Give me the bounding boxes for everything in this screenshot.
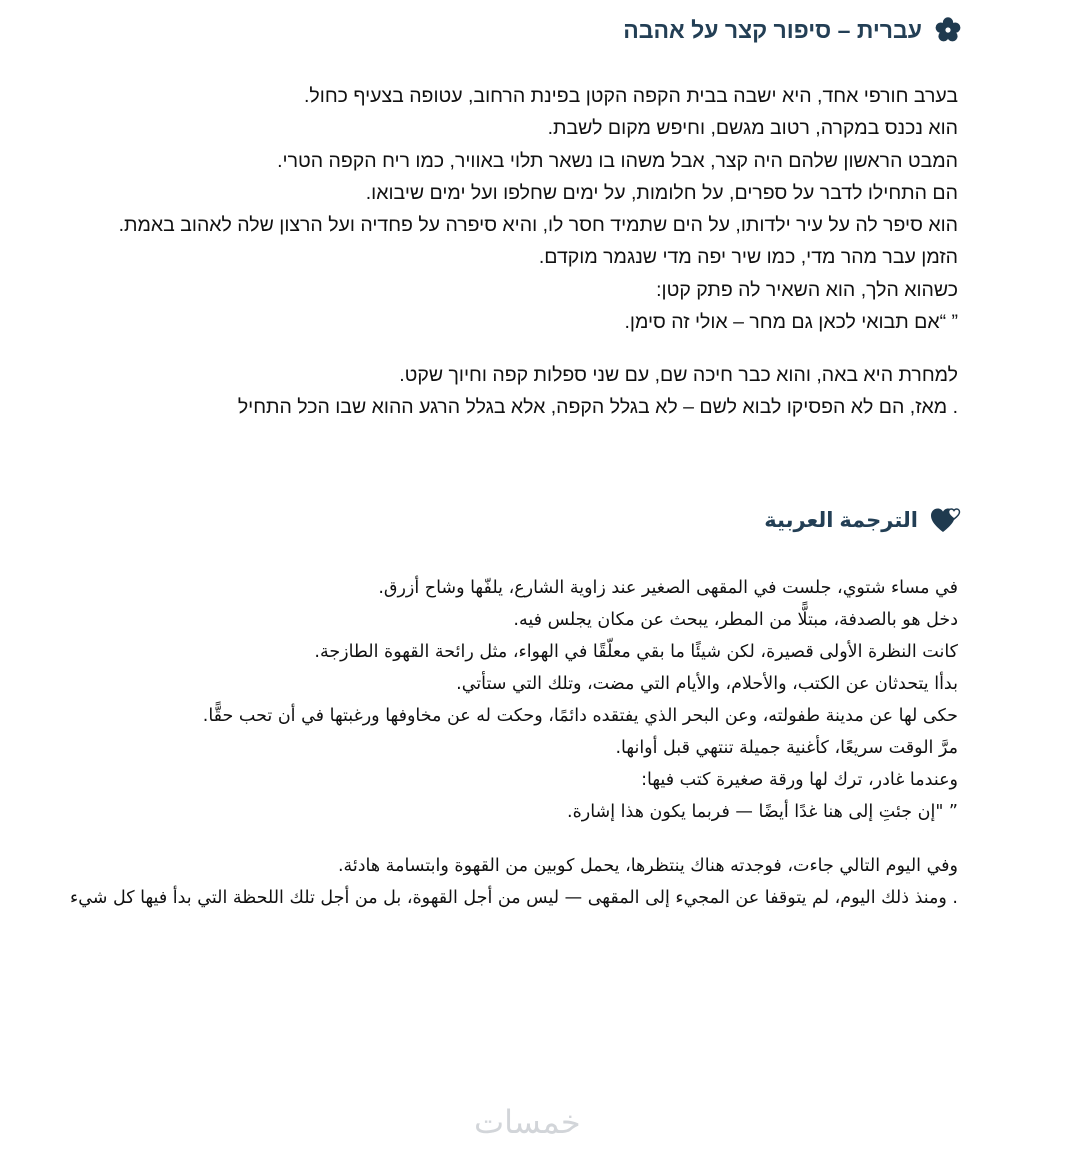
- arabic-line: ” "إن جئتِ إلى هنا غدًا أيضًا — فربما يكون هذا إشارة.: [567, 802, 958, 822]
- flower-icon: [934, 16, 962, 44]
- arabic-line: وعندما غادر، ترك لها ورقة صغيرة كتب فيها:: [641, 770, 958, 790]
- arabic-line: كانت النظرة الأولى قصيرة، لكن شيئًا ما بقي معلّقًا في الهواء، مثل رائحة القهوة الطازجة.: [314, 642, 958, 662]
- hebrew-line: הזמן עבר מהר מדי, כמו שיר יפה מדי שנגמר מוקדם.: [538, 246, 958, 269]
- hebrew-line: בערב חורפי אחד, היא ישבה בבית הקפה הקטן בפינת הרחוב, עטופה בצעיף כחול.: [304, 85, 958, 107]
- hebrew-heading: [623, 16, 962, 44]
- hebrew-title: עברית – סיפור קצר על אהבה: [623, 16, 922, 43]
- arabic-line: . ومنذ ذلك اليوم، لم يتوقفا عن المجيء إلى المقهى — ليس من أجل القهوة، بل من أجل تلك اللحظة التي بدأ فيها كل شيء: [69, 888, 958, 908]
- arabic-line: دخل هو بالصدفة، مبتلًّا من المطر، يبحث عن مكان يجلس فيه.: [513, 610, 958, 630]
- hebrew-line: הוא נכנס במקרה, רטוב מגשם, וחיפש מקום לשבת.: [547, 117, 958, 140]
- hebrew-line: למחרת היא באה, והוא כבר חיכה שם, עם שני ספלות קפה וחיוך שקט.: [399, 364, 958, 386]
- watermark-logo: خمسات: [474, 1103, 581, 1141]
- hebrew-line: הם התחילו לדבר על ספרים, על חלומות, על ימים שחלפו ועל ימים שיבואו.: [365, 181, 958, 204]
- arabic-line: مرَّ الوقت سريعًا، كأغنية جميلة تنتهي قبل أوانها.: [615, 738, 958, 758]
- hebrew-paragraph-1: [58, 80, 958, 338]
- hebrew-line: . מאז, הם לא הפסיקו לבוא לשם – לא בגלל הקפה, אלא בגלל הרגע ההוא שבו הכל התחיל: [237, 396, 958, 419]
- hebrew-line: כשהוא הלך, הוא השאיר לה פתק קטן:: [656, 278, 958, 301]
- arabic-paragraph-1: [58, 572, 958, 828]
- arabic-line: في مساء شتوي، جلست في المقهى الصغير عند زاوية الشارع، يلفّها وشاح أزرق.: [378, 578, 958, 598]
- hebrew-line: המבט הראשון שלהם היה קצר, אבל משהו בו נשאר תלוי באוויר, כמו ריח הקפה הטרי.: [277, 149, 958, 172]
- hebrew-paragraph-2: [58, 359, 958, 424]
- arabic-heading: [764, 506, 962, 534]
- hebrew-line: ” “אם תבואי לכאן גם מחר – אולי זה סימן.: [624, 311, 958, 334]
- arabic-paragraph-2: [58, 850, 958, 914]
- arabic-title: الترجمة العربية: [764, 508, 918, 532]
- arabic-line: بدأا يتحدثان عن الكتب، والأحلام، والأيام التي مضت، وتلك التي ستأتي.: [456, 674, 958, 694]
- heart-icon: [930, 506, 962, 534]
- arabic-line: حكى لها عن مدينة طفولته، وعن البحر الذي يفتقده دائمًا، وحكت له عن مخاوفها ورغبتها في أن تحب حقًّا.: [202, 706, 958, 726]
- arabic-line: وفي اليوم التالي جاءت، فوجدته هناك ينتظرها، يحمل كوبين من القهوة وابتسامة هادئة.: [337, 856, 958, 876]
- hebrew-line: הוא סיפר לה על עיר ילדותו, על הים שתמיד חסר לו, והיא סיפרה על פחדיה ועל הרצון שלה לאהוב באמת.: [118, 214, 958, 237]
